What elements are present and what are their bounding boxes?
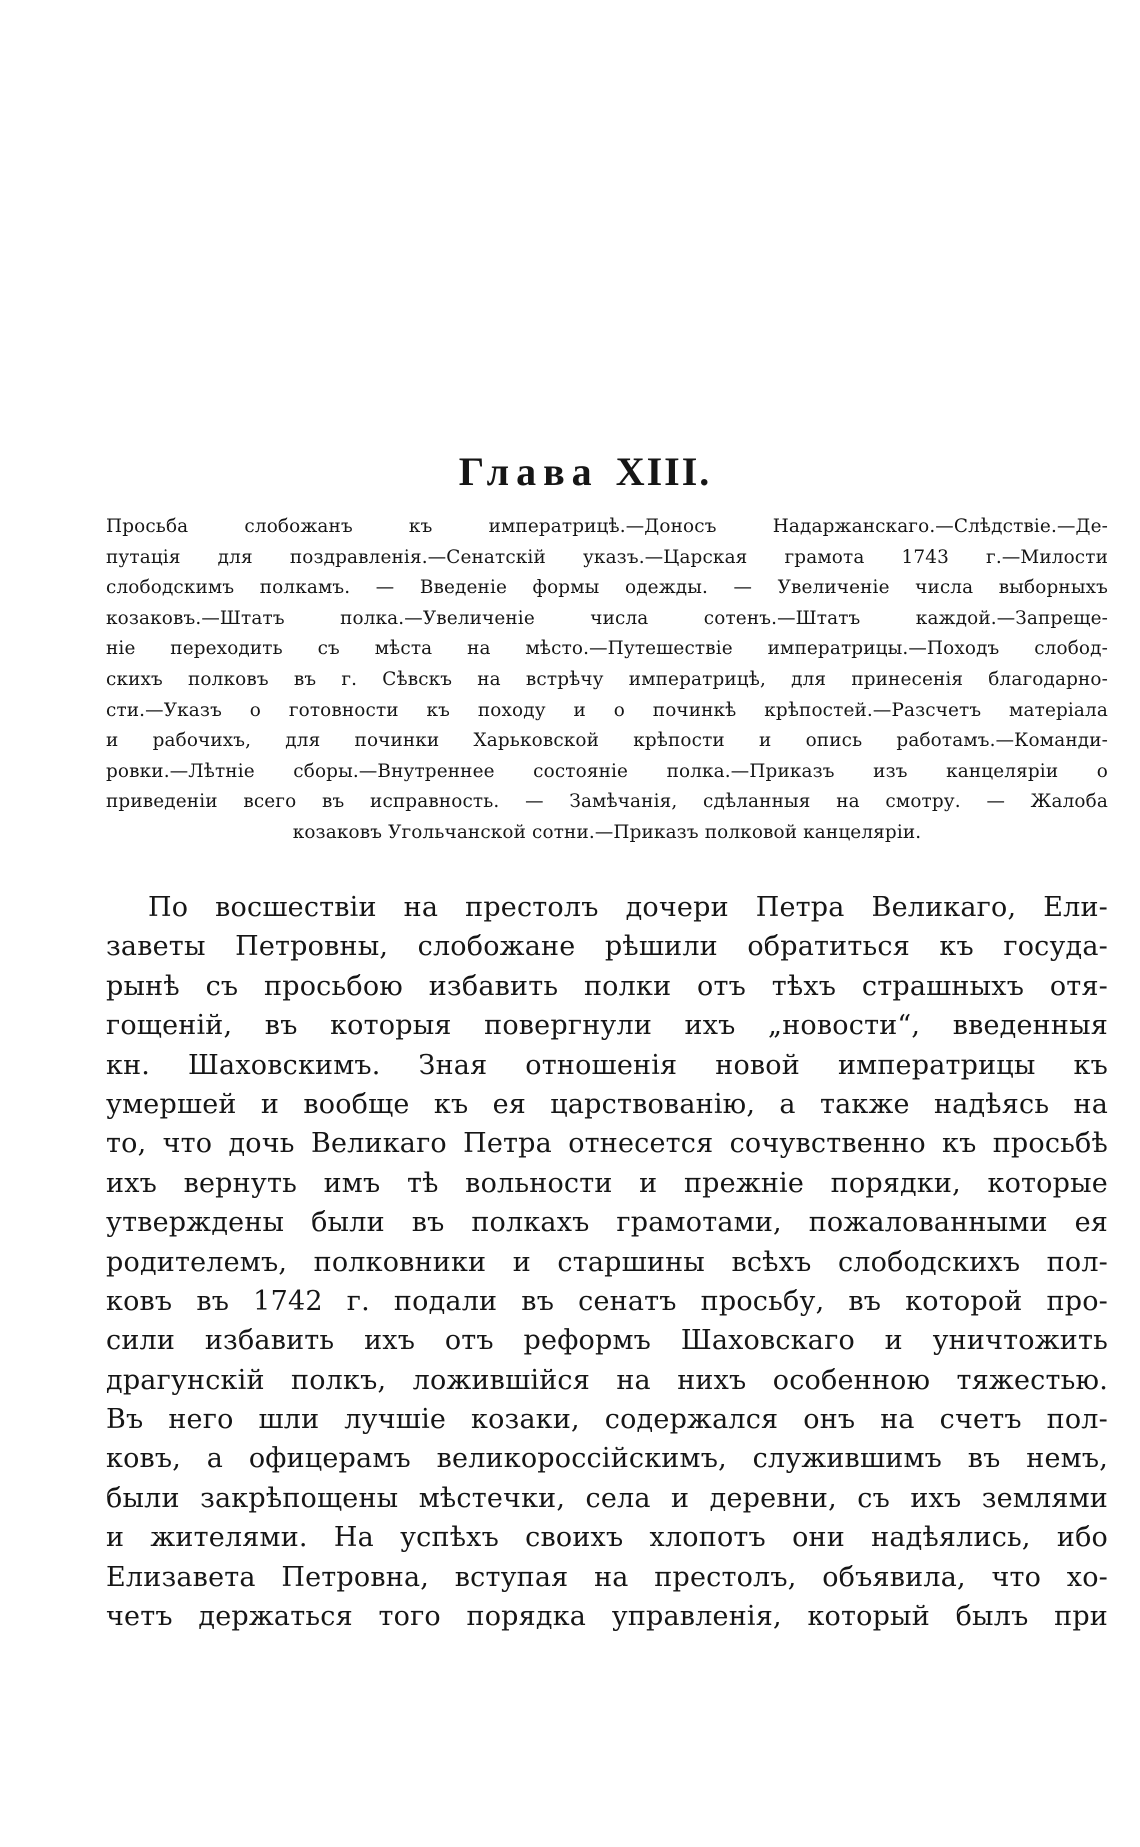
- summary-line: козаковъ Угольчанской сотни.—Приказъ полковой канцеляріи.: [292, 821, 922, 843]
- summary-line: скихъ полковъ въ г. Сѣвскъ на встрѣчу императрицѣ, для принесенія благодарно-: [106, 668, 1108, 690]
- body-line: Въ него шли лучшіе козаки, содержался онъ на счетъ пол-: [106, 1404, 1108, 1436]
- body-line: ихъ вернуть имъ тѣ вольности и прежніе порядки, которые: [106, 1167, 1108, 1199]
- summary-line: ніе переходить съ мѣста на мѣсто.—Путешествіе императрицы.—Походъ слобод-: [106, 638, 1108, 660]
- body-line: заветы Петровны, слобожане рѣшили обратиться къ госуда-: [106, 931, 1108, 963]
- summary-line: Просьба слобожанъ къ императрицѣ.—Доносъ Надаржанскаго.—Слѣдствіе.—Де-: [106, 516, 1108, 537]
- body-line: утверждены были въ полкахъ грамотами, пожалованными ея: [106, 1207, 1108, 1239]
- body-line: были закрѣпощены мѣстечки, села и деревни, съ ихъ землями: [106, 1482, 1108, 1514]
- summary-line: путація для поздравленія.—Сенатскій указъ.—Царская грамота 1743 г.—Милости: [106, 546, 1108, 568]
- chapter-title: [0, 448, 1140, 495]
- chapter-summary: [106, 512, 1108, 849]
- body-line: гощеній, въ которыя повергнули ихъ „новости“, введенныя: [106, 1010, 1108, 1042]
- body-line: ковъ въ 1742 г. подали въ сенатъ просьбу, въ которой про-: [106, 1285, 1108, 1317]
- body-line: Елизавета Петровна, вступая на престолъ, объявила, что хо-: [106, 1561, 1108, 1593]
- body-line: рынѣ съ просьбою избавить полки отъ тѣхъ страшныхъ отя-: [106, 970, 1108, 1002]
- body-line: драгунскій полкъ, ложившійся на нихъ особенною тяжестью.: [106, 1364, 1108, 1396]
- body-line: кн. Шаховскимъ. Зная отношенія новой императрицы къ: [106, 1049, 1108, 1081]
- summary-line: слободскимъ полкамъ. — Введеніе формы одежды. — Увеличеніе числа выборныхъ: [106, 577, 1108, 599]
- body-line: и жителями. На успѣхъ своихъ хлопотъ они надѣялись, ибо: [106, 1522, 1108, 1554]
- body-line: ковъ, а офицерамъ великороссійскимъ, служившимъ въ немъ,: [106, 1443, 1108, 1475]
- chapter-number: XIII.: [615, 449, 712, 494]
- summary-line: сти.—Указъ о готовности къ походу и о починкѣ крѣпостей.—Разсчетъ матеріала: [106, 699, 1108, 721]
- body-line: По восшествіи на престолъ дочери Петра Великаго, Ели-: [148, 892, 1108, 923]
- body-line: умершей и вообще къ ея царствованію, а также надѣясь на: [106, 1088, 1108, 1120]
- body-line: родителемъ, полковники и старшины всѣхъ слободскихъ пол-: [106, 1246, 1108, 1278]
- chapter-word: Глава: [458, 449, 599, 494]
- body-line: то, что дочь Великаго Петра отнесется сочувственно къ просьбѣ: [106, 1128, 1108, 1160]
- body-line: четъ держаться того порядка управленія, который былъ при: [106, 1601, 1108, 1633]
- summary-line: козаковъ.—Штатъ полка.—Увеличеніе числа сотенъ.—Штатъ каждой.—Запреще-: [106, 607, 1108, 629]
- summary-line: приведеніи всего въ исправность. — Замѣчанія, сдѣланныя на смотру. — Жалоба: [106, 791, 1108, 813]
- body-text: [106, 888, 1108, 1636]
- body-line: сили избавить ихъ отъ реформъ Шаховскаго и уничтожить: [106, 1325, 1108, 1357]
- summary-line: и рабочихъ, для починки Харьковской крѣпости и опись работамъ.—Команди-: [106, 730, 1108, 752]
- summary-line: ровки.—Лѣтніе сборы.—Внутреннее состояніе полка.—Приказъ изъ канцеляріи о: [106, 760, 1108, 782]
